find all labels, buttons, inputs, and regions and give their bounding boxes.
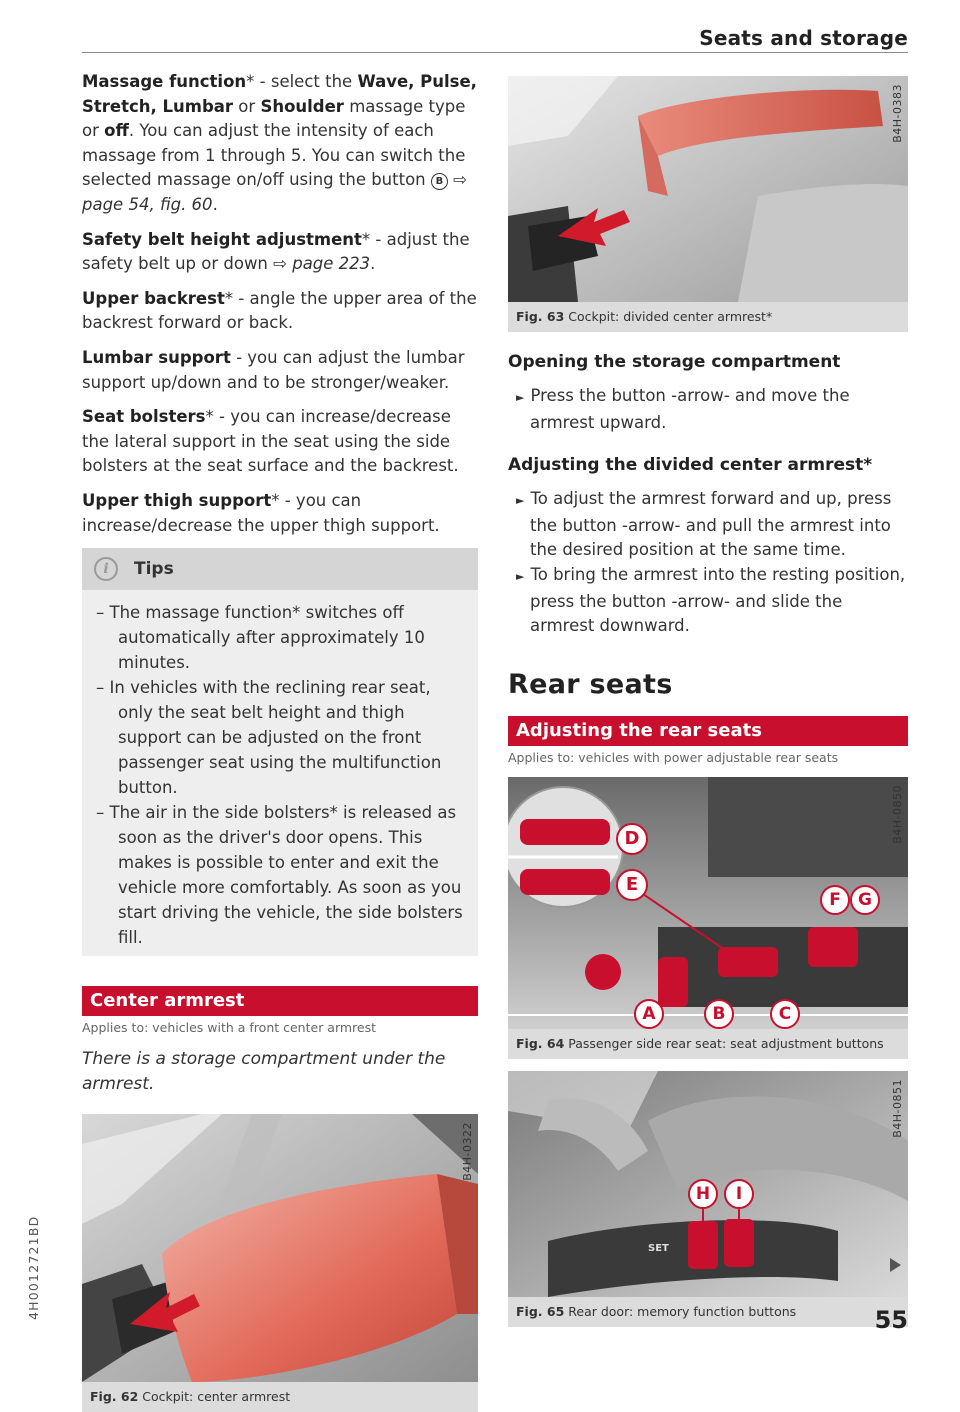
tips-box	[82, 548, 478, 956]
set-label: SET	[648, 1242, 669, 1254]
armrest-intro: There is a storage compartment under the armrest.	[82, 1049, 446, 1094]
step-item: ► To bring the armrest into the resting position, press the button -arrow- and slide the armrest downward.	[516, 564, 906, 636]
figure-code: B4H-0851	[891, 1078, 904, 1138]
seat-bolsters-paragraph: Seat bolsters* - you can increase/decrease the lateral support in the seat using the side bolsters at the seat surface and the backrest.	[82, 407, 459, 476]
applies-to-note: Applies to: vehicles with power adjustable rear seats	[508, 749, 839, 765]
callout-letter-e: E	[616, 869, 648, 901]
page-reference-link[interactable]: page 54, fig. 60	[82, 194, 213, 214]
callout-letter-c: C	[770, 999, 800, 1029]
info-icon: i	[94, 557, 118, 581]
center-armrest-illustration	[82, 1114, 478, 1382]
figure-code: B4H-0383	[891, 84, 904, 143]
figure-63	[508, 76, 908, 302]
massage-function-paragraph: Massage function* - select the Wave, Pulse, Stretch, Lumbar or Shoulder massage type or off. You can adjust the intensity of each massage from 1 through 5. You can switch the selected massage on/off using the button B ⇨ page 54, fig. 60.	[82, 72, 477, 214]
upper-thigh-paragraph: Upper thigh support* - you can increase/decrease the upper thigh support.	[82, 490, 440, 535]
tip-item: – The air in the side bolsters* is released as soon as the driver's door opens. This makes is possible to enter and exit the vehicle more comfortably. As soon as you start driving the vehicle, the side bolsters fill.	[96, 803, 463, 948]
opening-steps	[508, 384, 908, 435]
rear-seats-heading: Rear seats	[508, 668, 673, 700]
figure-65	[508, 1071, 908, 1297]
figure-code: B4H-0322	[461, 1122, 474, 1182]
tip-item: – The massage function* switches off automatically after approximately 10 minutes.	[96, 603, 425, 673]
callout-letter-d: D	[616, 823, 648, 855]
button-b-callout: B	[431, 173, 448, 190]
figure-62	[82, 1114, 478, 1382]
belt-height-paragraph: Safety belt height adjustment* - adjust the safety belt up or down ⇨ page 223.	[82, 229, 470, 274]
figure-64	[508, 777, 908, 1029]
continue-arrow-icon	[890, 1258, 901, 1272]
center-armrest-banner: Center armrest	[82, 986, 478, 1016]
figure-65-caption: Fig. 65 Rear door: memory function buttons	[508, 1297, 908, 1327]
callout-letter-h: H	[688, 1179, 718, 1209]
callout-letter-a: A	[634, 999, 664, 1029]
callout-letter-f: F	[820, 885, 850, 915]
tip-item: – In vehicles with the reclining rear seat, only the seat belt height and thigh support can be adjusted on the front passenger seat using the multifunction button.	[96, 678, 442, 798]
page-number: 55	[874, 1306, 908, 1334]
triangle-bullet-icon: ►	[516, 391, 525, 404]
callout-letter-g: G	[850, 885, 880, 915]
opening-storage-heading: Opening the storage compartment	[508, 352, 841, 372]
lumbar-support-paragraph: Lumbar support - you can adjust the lumbar support up/down and to be stronger/weaker.	[82, 347, 465, 392]
applies-to-note: Applies to: vehicles with a front center armrest	[82, 1020, 377, 1036]
figure-63-caption: Fig. 63 Cockpit: divided center armrest*	[508, 302, 908, 332]
page-reference-link[interactable]: page 223	[292, 254, 371, 274]
upper-backrest-paragraph: Upper backrest* - angle the upper area of the backrest forward or back.	[82, 288, 477, 333]
figure-code: B4H-0850	[891, 784, 904, 844]
right-column	[508, 76, 908, 1327]
adjusting-rear-seats-banner: Adjusting the rear seats	[508, 716, 908, 746]
figure-64-caption: Fig. 64 Passenger side rear seat: seat adjustment buttons	[508, 1029, 908, 1059]
step-item: ► To adjust the armrest forward and up, press the button -arrow- and pull the armrest into the desired position at the same time.	[516, 489, 892, 560]
adjusting-steps	[508, 487, 908, 639]
left-column	[82, 70, 478, 1412]
step-item: ► Press the button -arrow- and move the armrest upward.	[516, 386, 850, 432]
callout-letter-b: B	[704, 999, 734, 1029]
adjusting-armrest-heading: Adjusting the divided center armrest*	[508, 455, 873, 476]
triangle-bullet-icon: ►	[516, 569, 525, 583]
header-title: Seats and storage	[699, 26, 908, 50]
tips-title: Tips	[134, 559, 174, 580]
header-rule	[82, 52, 908, 53]
tips-header	[82, 548, 478, 590]
tips-list	[82, 590, 478, 956]
document-code: 4H0012721BD	[26, 1215, 41, 1320]
callout-letter-i: I	[724, 1179, 754, 1209]
divided-armrest-illustration	[508, 76, 908, 302]
figure-62-caption: Fig. 62 Cockpit: center armrest	[82, 1382, 478, 1412]
triangle-bullet-icon: ►	[516, 494, 525, 508]
